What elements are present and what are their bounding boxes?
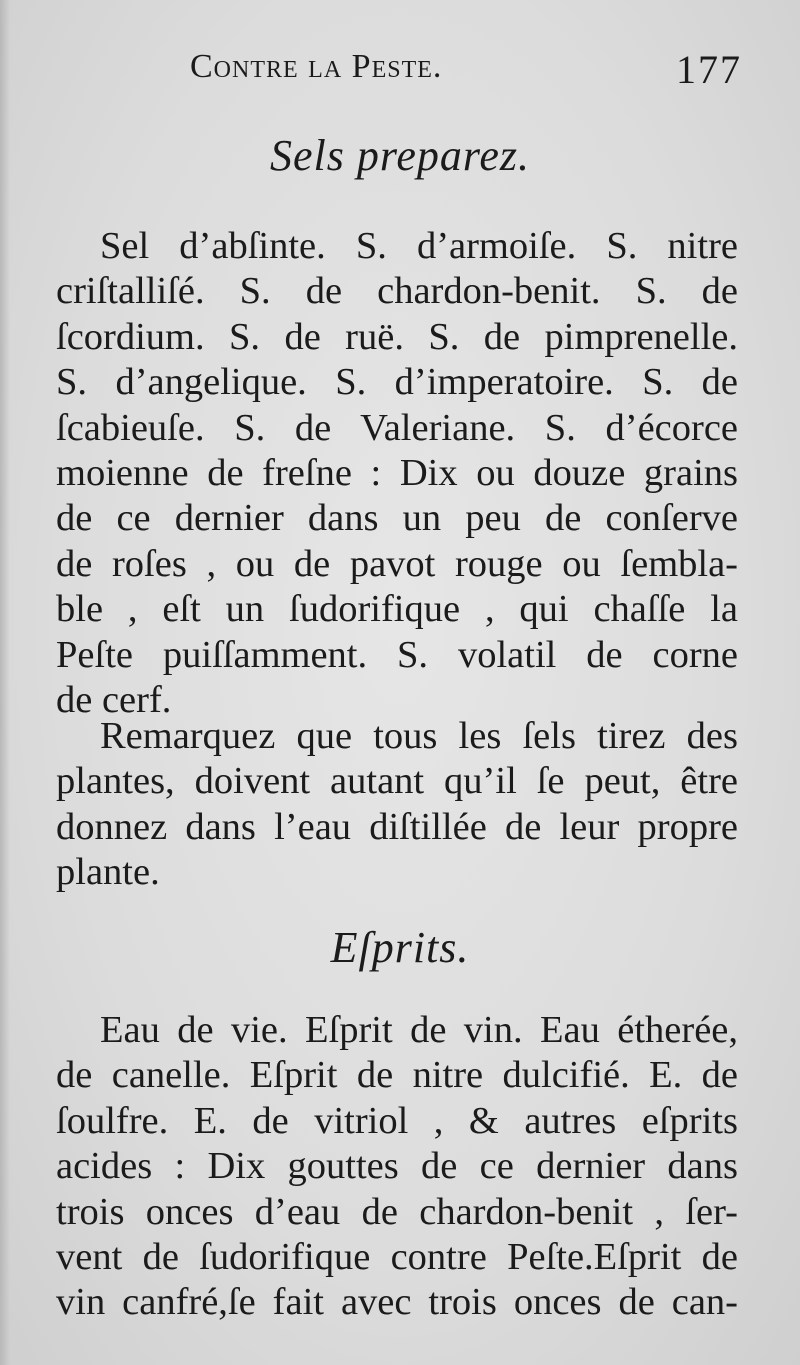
text-line: de ce dernier dans un peu de conſerve — [56, 497, 738, 540]
text-line: Eau de vie. Eſprit de vin. Eau étherée, — [100, 1009, 738, 1051]
text-line: Peſte puiſſamment. S. volatil de corne — [56, 633, 738, 676]
text-line: vin canfré,ſe fait avec trois onces de can- — [56, 1281, 738, 1324]
page-number: 177 — [676, 47, 742, 92]
text-line: ble , eſt un ſudorifique , qui chaſſe la — [56, 588, 738, 631]
paragraph-sels-list — [56, 224, 738, 723]
text-line: Remarquez que tous les ſels tirez des — [100, 715, 738, 757]
text-line: donnez dans l’eau diſtillée de leur propre — [56, 805, 738, 848]
text-line: plantes, doivent autant qu’il ſe peut, être — [56, 760, 738, 803]
page-header — [56, 48, 746, 98]
text-line: ſcordium. S. de ruë. S. de pimprenelle. — [56, 315, 738, 358]
text-line: criſtalliſé. S. de chardon-benit. S. de — [56, 270, 738, 313]
text-line: plante. — [56, 851, 160, 894]
text-line: S. d’angelique. S. d’imperatoire. S. de — [56, 361, 738, 404]
paragraph-esprits-list — [56, 1008, 738, 1326]
section-heading-sels: Sels preparez. — [269, 131, 531, 180]
page-edge-shadow — [0, 0, 10, 1365]
text-line: acides : Dix gouttes de ce dernier dans — [56, 1145, 738, 1188]
text-line: vent de ſudorifique contre Peſte.Eſprit de — [56, 1235, 738, 1278]
text-line: moienne de freſne : Dix ou douze grains — [56, 451, 738, 494]
text-line: de canelle. Eſprit de nitre dulcifié. E. de — [56, 1054, 738, 1097]
text-line: de roſes , ou de pavot rouge ou ſembla- — [56, 542, 738, 585]
text-line: ſoulfre. E. de vitriol , & autres eſprits — [56, 1099, 738, 1142]
text-line: trois onces d’eau de chardon-benit , ſer- — [56, 1190, 738, 1233]
text-line: de cerf. — [56, 678, 172, 721]
text-line: ſcabieuſe. S. de Valeriane. S. d’écorce — [56, 406, 738, 449]
running-title: Contre la Peste. — [190, 48, 443, 85]
section-heading-esprits: Eſprits. — [330, 923, 470, 972]
text-line: Sel d’abſinte. S. d’armoiſe. S. nitre — [100, 225, 738, 267]
paragraph-remarquez — [56, 714, 738, 896]
